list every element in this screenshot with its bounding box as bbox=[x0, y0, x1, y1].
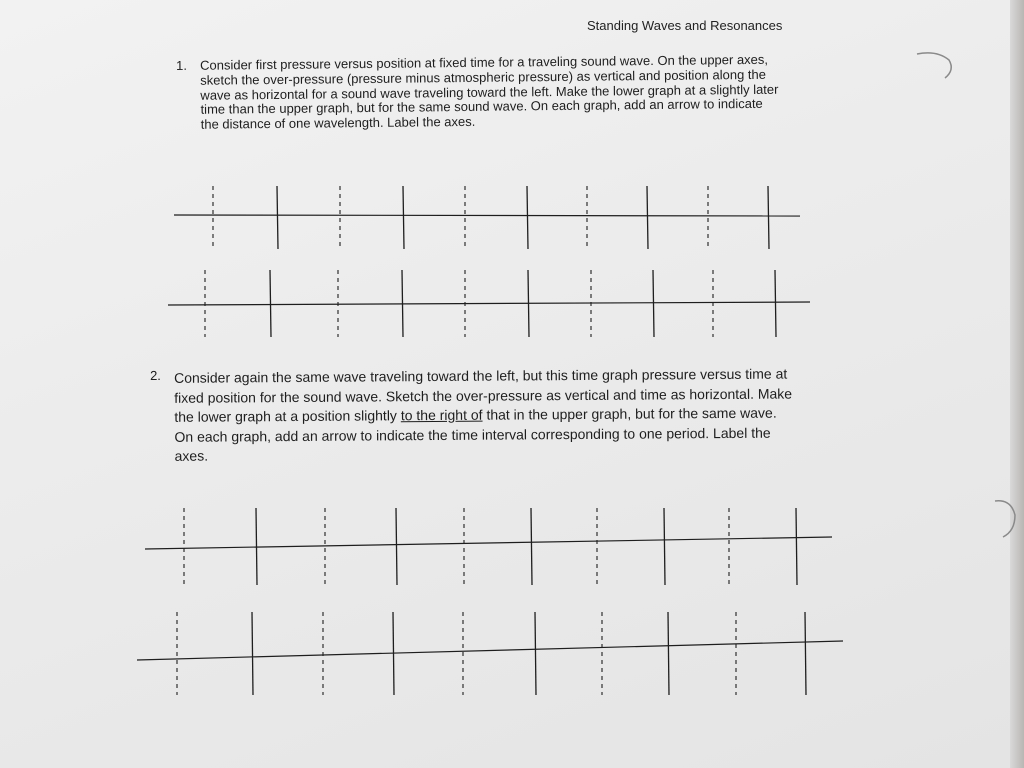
solid-tick-line bbox=[527, 186, 528, 249]
solid-tick-line bbox=[277, 186, 278, 249]
solid-tick-line bbox=[668, 612, 669, 695]
solid-tick-line bbox=[653, 270, 654, 337]
question-1-text: Consider first pressure versus position at fixed time for a traveling sound wave. On the upper axes, sketch the over-pressure (pressure minus atmospheric pressure) as vertical and position along the wave as horizontal for a sound wave traveling toward the left. Make the lower graph at a slightly later time than the upper graph, but for the same sound wave. On each graph, add an arrow to indicate the distance of one wavelength. Label the axes. bbox=[199, 51, 779, 132]
solid-tick-line bbox=[768, 186, 769, 249]
page-title: Standing Waves and Resonances bbox=[587, 18, 783, 33]
solid-tick-line bbox=[531, 508, 532, 585]
solid-tick-line bbox=[647, 186, 648, 249]
question-1-number: 1. bbox=[175, 57, 187, 73]
solid-tick-line bbox=[775, 270, 776, 337]
question-2-text-start: Consider again the same wave traveling toward the left, but this time graph pressure versus time at fixed position for the sound wave. Sketch the over-pressure as vertical and time as horizontal. Make the lower graph at a position slightly bbox=[174, 365, 793, 425]
solid-tick-line bbox=[402, 270, 403, 337]
q1-upper-axes bbox=[174, 186, 800, 249]
solid-tick-line bbox=[796, 508, 797, 585]
horizontal-axis bbox=[137, 641, 843, 660]
solid-tick-line bbox=[535, 612, 536, 695]
solid-tick-line bbox=[270, 270, 271, 337]
solid-tick-line bbox=[393, 612, 394, 695]
question-2-underlined-phrase: to the right of bbox=[400, 406, 483, 424]
question-2-number: 2. bbox=[149, 367, 161, 383]
q1-lower-axes bbox=[168, 270, 810, 337]
solid-tick-line bbox=[252, 612, 253, 695]
solid-tick-line bbox=[403, 186, 404, 249]
horizontal-axis bbox=[168, 302, 810, 305]
question-2-text-end: that in the upper graph, but for the same wave. On each graph, add an arrow to indicate the time interval corresponding to one period. Label the axes. bbox=[174, 404, 777, 464]
horizontal-axis bbox=[174, 215, 800, 216]
solid-tick-line bbox=[256, 508, 257, 585]
solid-tick-line bbox=[528, 270, 529, 337]
solid-tick-line bbox=[805, 612, 806, 695]
solid-tick-line bbox=[664, 508, 665, 585]
axes-group bbox=[137, 186, 843, 695]
solid-tick-line bbox=[396, 508, 397, 585]
q2-upper-axes bbox=[145, 508, 832, 585]
q2-lower-axes bbox=[137, 612, 843, 695]
